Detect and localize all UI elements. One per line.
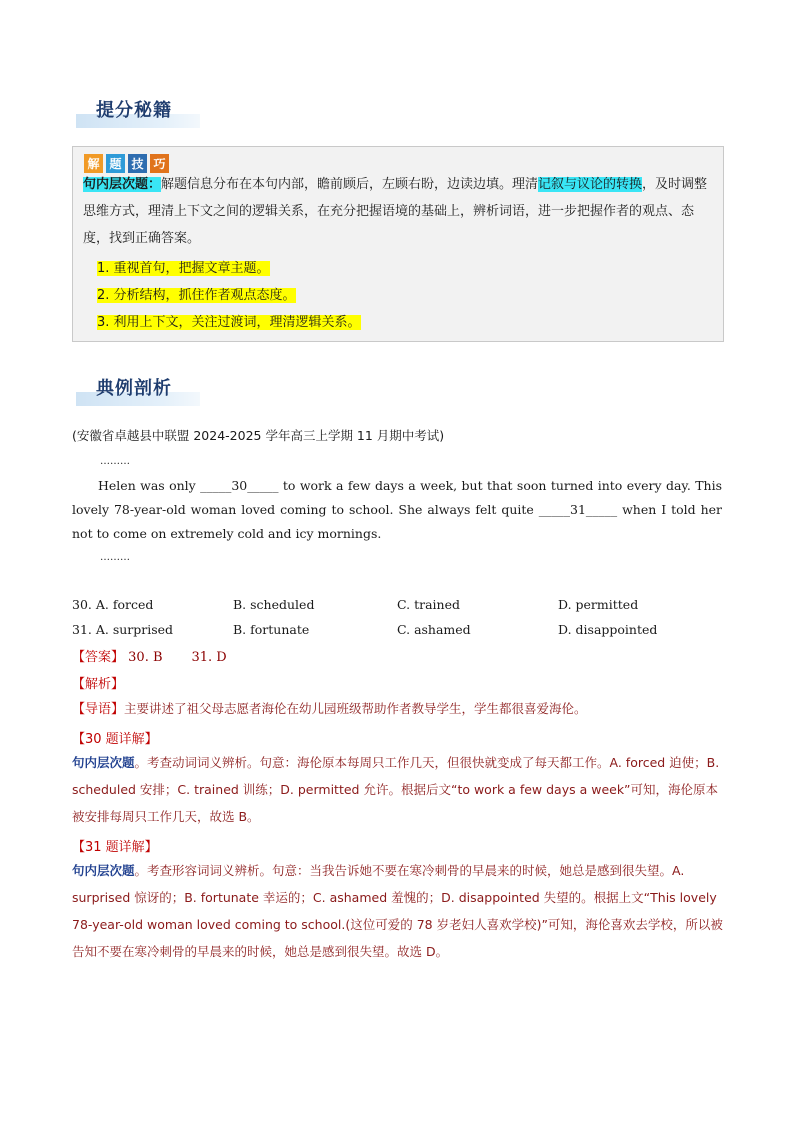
- passage: Helen was only _____30_____ to work a few days a week, but that soon turned into every day. This lovely 78-year-old woman loved coming to school. She always felt quite _____31_____ when I told her not to come on extremely cold and icy mornings.: [72, 478, 722, 541]
- badge-ti: 题: [106, 154, 125, 173]
- badge-qiao: 巧: [150, 154, 169, 173]
- q31-option-c: C. ashamed: [397, 622, 471, 637]
- section-title: 典例剖析: [96, 378, 172, 399]
- q31-option-a: 31. A. surprised: [72, 622, 174, 637]
- ellipsis-top: ………: [100, 456, 130, 467]
- tips-text-after: ，及时调整思维方式，理清上下文之间的逻辑关系，在充分把握语境的基础上，辨析词语，进一步把握作者的观点、态度，找到正确答案。: [83, 177, 708, 246]
- guide-text: 主要讲述了祖父母志愿者海伦在幼儿园班级帮助作者教导学生，学生都很喜爱海伦。: [124, 701, 587, 716]
- detail30-heading: 【30 题详解】: [72, 732, 158, 747]
- q30-option-c: C. trained: [397, 597, 460, 612]
- tip-item-2: 2. 分析结构，抓住作者观点态度。: [97, 288, 296, 303]
- ellipsis-bottom: ………: [100, 552, 130, 563]
- q31-option-b: B. fortunate: [233, 622, 310, 637]
- guide-label: 【导语】: [72, 702, 125, 717]
- tips-label: 句内层次题：: [83, 177, 162, 192]
- detail31-heading: 【31 题详解】: [72, 840, 158, 855]
- detail31-paragraph: [72, 857, 724, 965]
- q30-option-d: D. permitted: [558, 597, 639, 612]
- tips-highlight: 记叙与议论的转换: [538, 177, 643, 192]
- badge-ji: 技: [128, 154, 147, 173]
- section-title: 提分秘籍: [96, 100, 172, 121]
- guide-paragraph: [72, 695, 724, 723]
- source-line: (安徽省卓越县中联盟 2024-2025 学年高三上学期 11 月期中考试): [72, 428, 445, 443]
- section-heading-tips: [76, 96, 200, 130]
- detail30-text: 。考查动词词义辨析。句意：海伦原本每周只工作几天，但很快就变成了每天都工作。A. forced 迫使；B. scheduled 安排；C. trained 训练；D. permitted 允许。根据后文“to work a few days a week”可知，海伦原本被安排每周只工作几天，故选 B。: [72, 755, 720, 824]
- section-heading-examples: [76, 374, 200, 408]
- tip-item-3: 3. 利用上下文，关注过渡词，理清逻辑关系。: [97, 315, 361, 330]
- answer-value: 30. B 31. D: [128, 650, 227, 665]
- detail31-text: 。考查形容词词义辨析。句意：当我告诉她不要在寒冷刺骨的早晨来的时候，她总是感到很失望。A. surprised 惊讶的；B. fortunate 幸运的；C. ashamed 羞愧的；D. disappointed 失望的。根据上文“This lovely 78-year-old woman loved coming to school.(这位可爱的 78 岁老妇人喜欢学校)”可知，海伦喜欢去学校，所以被告知不要在寒冷刺骨的早晨来的时候，她总是感到很失望。故选 D。: [72, 863, 723, 959]
- q30-option-a: 30. A. forced: [72, 597, 154, 612]
- badge-jie: 解: [84, 154, 103, 173]
- tip-item-1: 1. 重视首句，把握文章主题。: [97, 261, 270, 276]
- detail30-paragraph: [72, 749, 724, 830]
- detail31-type: 句内层次题: [72, 863, 135, 878]
- tips-text-before: 解题信息分布在本句内部，瞻前顾后，左顾右盼，边读边填。理清: [161, 177, 539, 192]
- answer-label: 【答案】: [72, 650, 125, 665]
- detail30-type: 句内层次题: [72, 755, 135, 770]
- tips-paragraph: [83, 171, 719, 252]
- analysis-heading: 【解析】: [72, 677, 125, 692]
- answer-line: [72, 646, 227, 665]
- q31-option-d: D. disappointed: [558, 622, 658, 637]
- q30-option-b: B. scheduled: [233, 597, 315, 612]
- tips-box: [72, 146, 724, 342]
